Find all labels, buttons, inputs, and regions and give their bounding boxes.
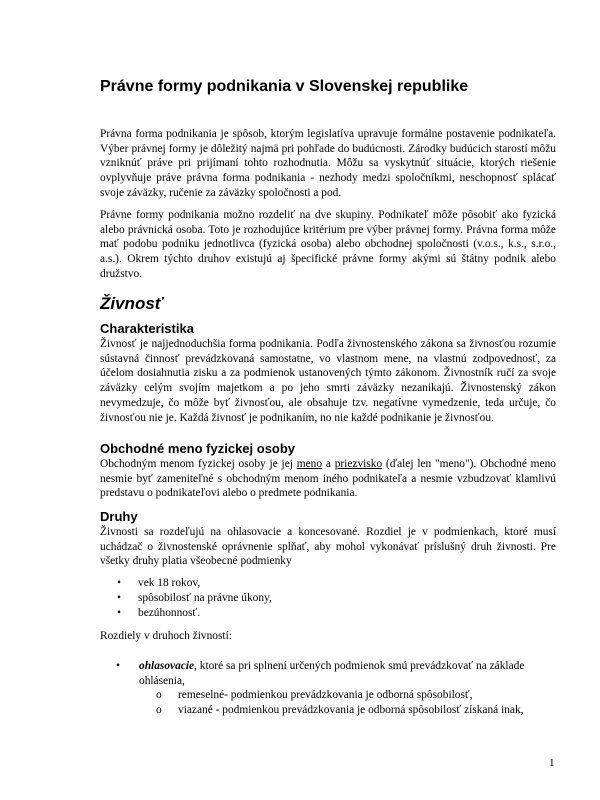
section-heading-zivnost: Živnosť — [100, 294, 163, 313]
list-item-text: spôsobilosť na právne úkony, — [138, 592, 272, 604]
charakteristika-paragraph: Živnosť je najjednoduchšia forma podnikania. Podľa živnostenského zákona sa živnosťou rozumie sústavná činnosť prevádzkovaná samostatne, vo vlastnom mene, na vlastnú zodpovednosť, za účelom dosiahnutia zisku a za podmienok ustanovených týmto zákonom. Živnostník ručí za svoje záväzky celým svojím majetkom a po jeho smrti záväzky nezanikajú. Živnostenský zákon nevymedzuje, čo môže byť živnosťou, ale obsahuje tzv. negatívne vymedzenie, teda určuje, čo živnosťou nie je. Každá živnosť je podnikaním, no nie každé podnikanie je živnosťou. — [100, 338, 556, 424]
bullet-icon: • — [117, 577, 121, 589]
list-item-text: vek 18 rokov, — [138, 577, 201, 589]
list-item — [100, 591, 556, 606]
types-list — [100, 659, 556, 718]
type-term: ohlasovacie — [139, 660, 195, 672]
rozdiely-paragraph: Rozdiely v druhoch živností: — [100, 630, 232, 642]
bullet-icon: • — [117, 592, 121, 604]
text-span: Obchodným menom fyzickej osoby je jej — [100, 458, 297, 470]
list-item — [100, 606, 556, 621]
druhy-paragraph: Živnosti sa rozdeľujú na ohlasovacie a koncesované. Rozdiel je v podmienkach, ktoré musí uchádzač o živnostenské oprávnenie splňať, aby mohol vykonávať príslušný druh živnosti. Pre všetky druhy platia všeobecné podmienky — [100, 526, 556, 568]
list-item — [100, 576, 556, 591]
page-title: Právne formy podnikania v Slovenskej republike — [100, 78, 469, 95]
meno-link[interactable]: meno — [296, 458, 323, 470]
type-item-ohlasovacie — [139, 659, 556, 688]
sub-item-text: viazané - podmienkou prevádzkovania je odborná spôsobilosť získaná inak, — [178, 704, 524, 717]
text-span: a — [322, 458, 335, 470]
circle-bullet-icon: o — [156, 689, 162, 702]
page-number: 1 — [549, 757, 555, 769]
sub-item — [140, 688, 596, 703]
sub-item-text: remeselné- podmienkou prevádzkovania je odborná spôsobilosť, — [178, 689, 473, 702]
priezvisko-link[interactable]: priezvisko — [334, 458, 383, 470]
obchodne-meno-paragraph — [100, 457, 556, 501]
subheading-obchodne-meno: Obchodné meno fyzickej osoby — [100, 441, 296, 456]
type-description: , ktoré sa pri splnení určených podmienok smú prevádzkovať na základe ohlásenia, — [139, 660, 525, 687]
sub-item — [140, 703, 596, 718]
list-item-text: bezúhonnosť. — [138, 607, 201, 619]
subheading-druhy: Druhy — [100, 509, 138, 524]
intro-paragraph: Právna forma podnikania je spôsob, ktorým legislatíva upravuje formálne postavenie podnikateľa. Výber právnej formy je dôležitý najmä pri pohľade do budúcnosti. Zárodky budúcich starostí môžu vzniknúť práve pri prijímaní tohto rozhodnutia. Môžu sa vyskytnúť situácie, ktorých riešenie ovplyvňuje práve právna forma podnikania - nezhody medzi spoločníkmi, neschopnosť splácať svoje záväzky, ručenie za záväzky spoločnosti a pod. — [100, 128, 556, 199]
bullet-icon: • — [117, 607, 121, 619]
bullet-icon: • — [116, 660, 120, 672]
circle-bullet-icon: o — [156, 704, 162, 717]
text-span: (ďalej len "meno"). Obchodné meno nesmie byť zameniteľné s obchodným menom iného podnikateľa a nesmie vzbudzovať klamlivú predstavu o podnikateľovi alebo o predmete podnikania. — [100, 458, 556, 500]
subheading-charakteristika: Charakteristika — [100, 321, 194, 336]
conditions-list — [100, 576, 556, 621]
forms-paragraph: Právne formy podnikania možno rozdeliť na dve skupiny. Podnikateľ môže pôsobiť ako fyzická alebo právnická osoba. Toto je rozhodujúce kritérium pre výber právnej formy. Právna forma môže mať podobu podniku jednotlivca (fyzická osoba) alebo obchodnej spoločnosti (v.o.s., k.s., s.r.o., a.s.). Okrem týchto druhov existujú aj špecifické právne formy akými sú štátny podnik alebo družstvo. — [100, 209, 556, 280]
